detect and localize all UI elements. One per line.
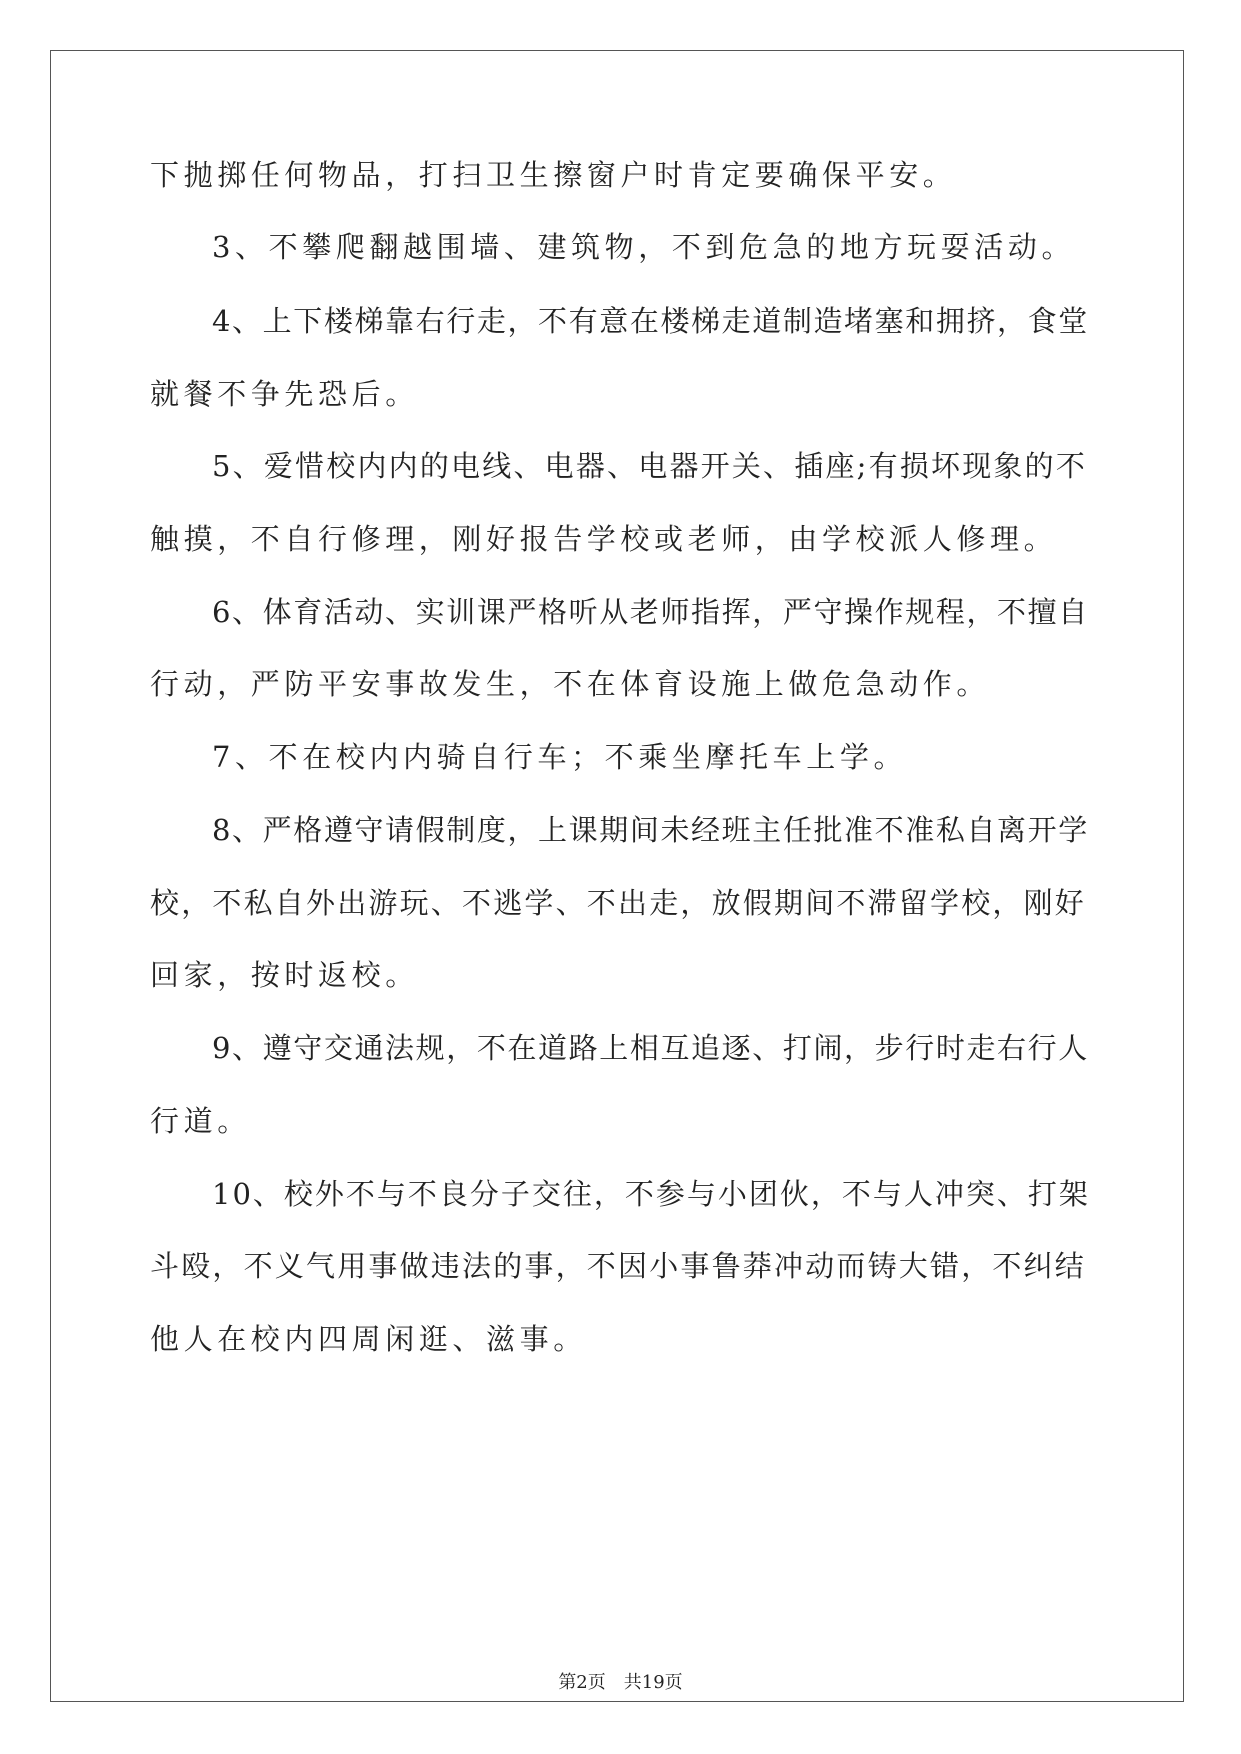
text-line: 行动，严防平安事故发生，不在体育设施上做危急动作。 <box>150 667 991 701</box>
text-line: 行道。 <box>150 1104 251 1138</box>
text-line: 下抛掷任何物品，打扫卫生擦窗户时肯定要确保平安。 <box>150 158 957 192</box>
text-line: 回家，按时返校。 <box>150 958 419 992</box>
text-line: 4、上下楼梯靠右行走，不有意在楼梯走道制造堵塞和拥挤，食堂 <box>212 304 1089 338</box>
text-line: 斗殴，不义气用事做违法的事，不因小事鲁莽冲动而铸大错，不纠结 <box>150 1249 1087 1283</box>
text-line: 5、爱惜校内内的电线、电器、电器开关、插座;有损坏现象的不 <box>212 449 1088 483</box>
text-line: 6、体育活动、实训课严格听从老师指挥，严守操作规程，不擅自 <box>212 595 1089 629</box>
text-line: 8、严格遵守请假制度，上课期间未经班主任批准不准私自离开学 <box>212 813 1089 847</box>
text-line: 就餐不争先恐后。 <box>150 377 419 411</box>
page-border <box>50 50 1184 1702</box>
text-line: 7、不在校内内骑自行车；不乘坐摩托车上学。 <box>212 740 908 774</box>
text-line: 触摸，不自行修理，刚好报告学校或老师，由学校派人修理。 <box>150 522 1058 556</box>
text-line: 9、遵守交通法规，不在道路上相互追逐、打闹，步行时走右行人 <box>212 1031 1089 1065</box>
text-line: 10、校外不与不良分子交往，不参与小团伙，不与人冲突、打架 <box>212 1177 1090 1211</box>
page-number-footer: 第2页 共19页 <box>558 1672 683 1693</box>
text-line: 他人在校内四周闲逛、滋事。 <box>150 1322 587 1356</box>
text-line: 校，不私自外出游玩、不逃学、不出走，放假期间不滞留学校，刚好 <box>150 886 1087 920</box>
text-line: 3、不攀爬翻越围墙、建筑物，不到危急的地方玩耍活动。 <box>212 230 1076 264</box>
